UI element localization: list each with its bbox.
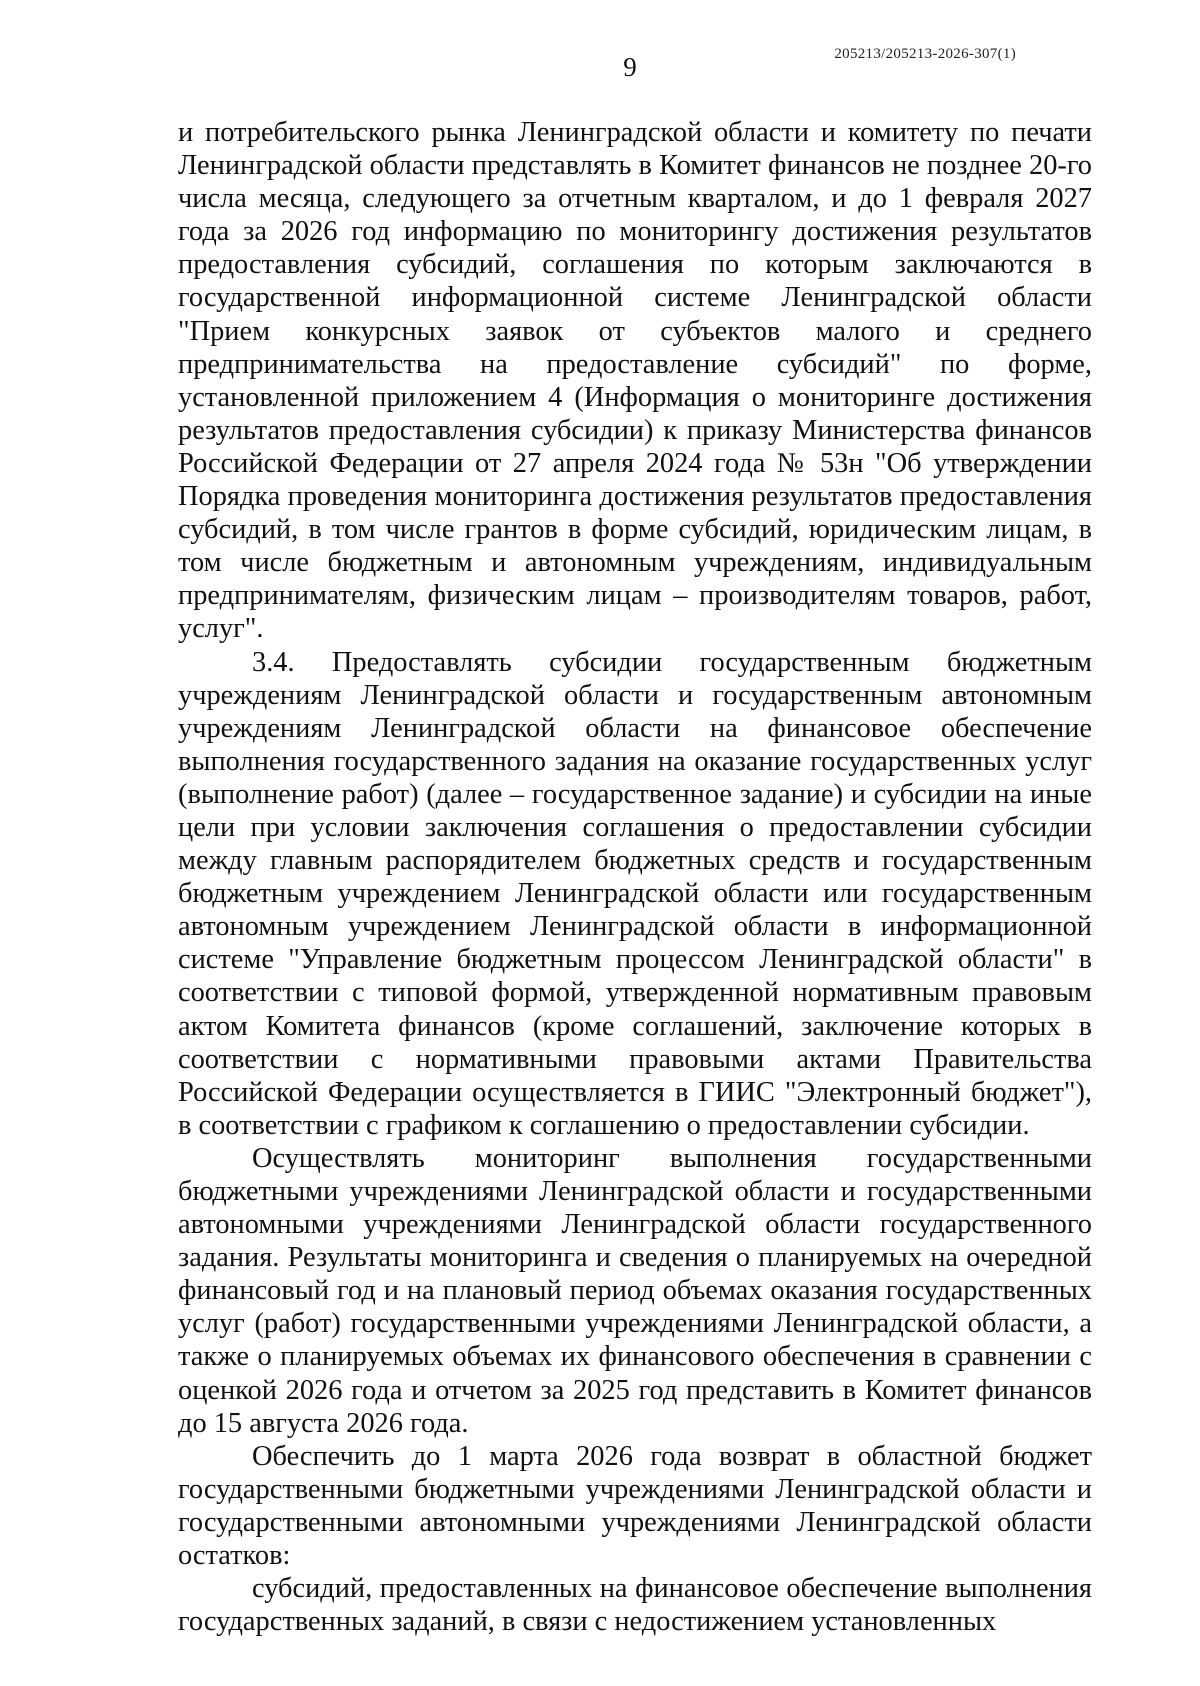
page-number: 9 [623,52,637,82]
document-body [178,116,1092,1638]
paragraph-continuation: и потребительского рынка Ленинградской области и комитету по печати Ленинградской области представлять в Комитет финансов не позднее 20-го числа месяца, следующего за отчетным кварталом, и до 1 февраля 2027 года за 2026 год информацию по мониторингу достижения результатов предоставления субсидий, соглашения по которым заключаются в государственной информационной системе Ленинградской области "Прием конкурсных заявок от субъектов малого и среднего предпринимательства на предоставление субсидий" по форме, установленной приложением 4 (Информация о мониторинге достижения результатов предоставления субсидии) к приказу Министерства финансов Российской Федерации от 27 апреля 2024 года № 53н "Об утверждении Порядка проведения мониторинга достижения результатов предоставления субсидий, в том числе грантов в форме субсидий, юридическим лицам, в том числе бюджетным и автономным учреждениям, индивидуальным предпринимателям, физическим лицам – производителям товаров, работ, услуг". [178,117,1092,645]
paragraph-3-4: 3.4. Предоставлять субсидии государственным бюджетным учреждениям Ленинградской области и государственным автономным учреждениям Ленинградской области на финансовое обеспечение выполнения государственного задания на оказание государственных услуг (выполнение работ) (далее – государственное задание) и субсидии на иные цели при условии заключения соглашения о предоставлении субсидии между главным распорядителем бюджетных средств и государственным бюджетным учреждением Ленинградской области или государственным автономным учреждением Ленинградской области в информационной системе "Управление бюджетным процессом Ленинградской области" в соответствии с типовой формой, утвержденной нормативным правовым актом Комитета финансов (кроме соглашений, заключение которых в соответствии с нормативными правовыми актами Правительства Российской Федерации осуществляется в ГИИС "Электронный бюджет"), в соответствии с графиком к соглашению о предоставлении субсидии. [178,646,1092,1141]
paragraph-return-balances: Обеспечить до 1 марта 2026 года возврат в областной бюджет государственными бюджетными учреждениями Ленинградской области и государственными автономными учреждениями Ленинградской области остатков: [178,1440,1092,1572]
paragraph-monitoring: Осуществлять мониторинг выполнения государственными бюджетными учреждениями Ленинградской области и государственными автономными учреждениями Ленинградской области государственного задания. Результаты мониторинга и сведения о планируемых на очередной финансовый год и на плановый период объемах оказания государственных услуг (работ) государственными учреждениями Ленинградской области, а также о планируемых объемах их финансового обеспечения в сравнении с оценкой 2026 года и отчетом за 2025 год представить в Комитет финансов до 15 августа 2026 года. [178,1142,1092,1439]
document-code: 205213/205213-2026-307(1) [834,46,1016,62]
paragraph-subsidies: субсидий, предоставленных на финансовое обеспечение выполнения государственных заданий, в связи с недостижением установленных [178,1573,1092,1638]
